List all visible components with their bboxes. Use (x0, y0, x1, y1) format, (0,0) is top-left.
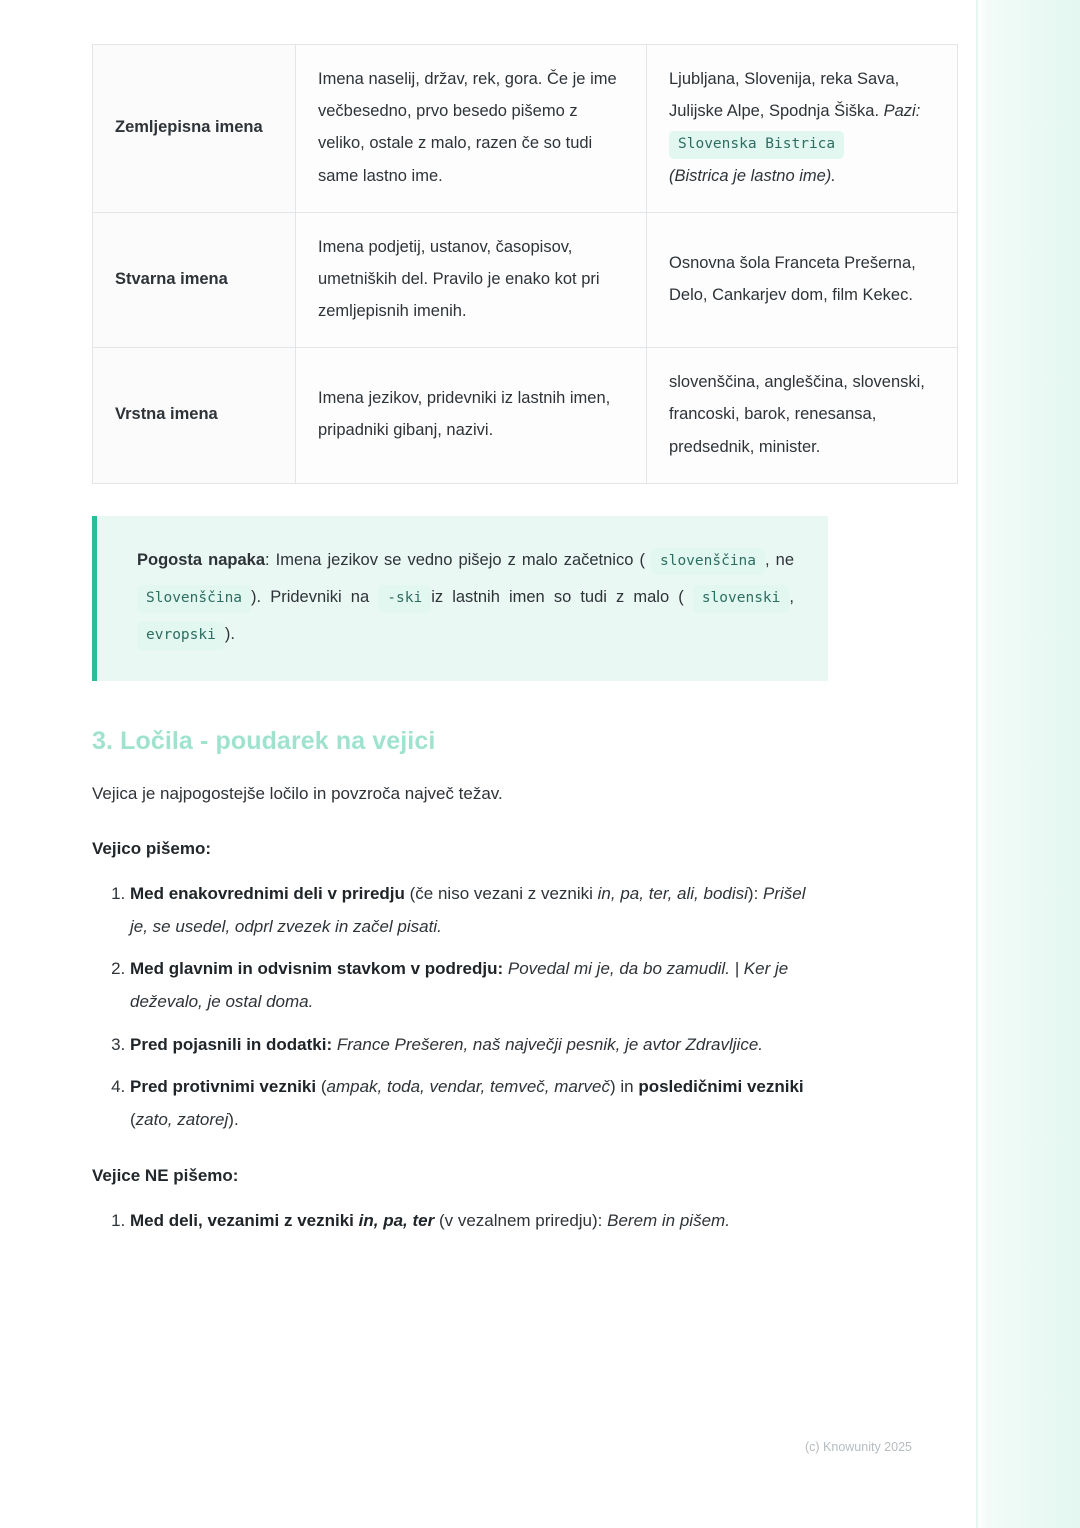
lead-nowrite: Vejice NE pišemo: (92, 1165, 239, 1185)
item-bold: Med deli, vezanimi z vezniki (130, 1210, 359, 1230)
section-heading: 3. Ločila - poudarek na vejici (92, 727, 436, 756)
item-italic: Povedal mi je, da bo zamudil. | Ker je deževalo, je ostal doma. (130, 959, 789, 1012)
item-italic: France Prešeren, naš največji pesnik, je avtor Zdravljice. (336, 1034, 764, 1054)
item-bold: Med enakovrednimi deli v priredju (130, 883, 405, 903)
callout-text-5: , (789, 587, 794, 606)
callout-text-3: ). Pridevniki na (251, 587, 370, 606)
section-intro: Vejica je najpogostejše ločilo in povzroča največ težav. (92, 784, 503, 804)
lead-write: Vejico pišemo: (92, 838, 212, 858)
table-row (93, 348, 958, 484)
list-item (130, 1028, 828, 1061)
callout-text-6: ). (224, 624, 235, 643)
row-name: Vrstna imena (93, 348, 296, 484)
strip-divider (976, 0, 978, 1528)
example-code-token: Slovenska Bistrica (669, 131, 844, 159)
item-bold: Pred protivnimi vezniki (130, 1076, 317, 1096)
list-item (130, 952, 828, 1018)
item-italic: Berem in pišem. (607, 1210, 730, 1230)
callout-code-3: -ski (378, 585, 431, 613)
document-content (92, 44, 925, 1246)
list-item (130, 1070, 828, 1136)
row-examples (647, 45, 958, 213)
item-text: ( (316, 1076, 327, 1096)
callout-code-5: evropski (137, 622, 225, 650)
common-mistake-callout (92, 516, 828, 681)
row-name: Zemljepisna imena (93, 45, 296, 213)
write-rules-list (92, 877, 828, 1136)
table-row (93, 45, 958, 213)
row-rule: Imena naselij, držav, rek, gora. Če je ime večbesedno, prvo besedo pišemo z veliko, ostale z malo, razen če so tudi same lastno ime. (296, 45, 647, 213)
item-bold-italic: in, pa, ter (358, 1210, 435, 1230)
list-item (130, 1204, 828, 1237)
row-name: Stvarna imena (93, 212, 296, 348)
examples-text: Ljubljana, Slovenija, reka Sava, Julijske Alpe, Spodnja Šiška. (669, 70, 900, 121)
row-examples: Osnovna šola Franceta Prešerna, Delo, Cankarjev dom, film Kekec. (647, 212, 958, 348)
item-italic-2: zato, zatorej (135, 1109, 229, 1129)
item-bold: Pred pojasnili in dodatki: (130, 1034, 333, 1054)
item-text: (v vezalnem priredju): (434, 1210, 608, 1230)
item-italic: ampak, toda, vendar, temveč, marveč (326, 1076, 610, 1096)
callout-text-2: , ne (765, 550, 794, 569)
item-text-4: ). (228, 1109, 239, 1129)
row-rule: Imena podjetij, ustanov, časopisov, umetniških del. Pravilo je enako kot pri zemljepisnih imenih. (296, 212, 647, 348)
item-text-2: ): (747, 883, 764, 903)
list-item (130, 877, 828, 943)
examples-post: (Bistrica je lastno ime). (669, 166, 836, 185)
item-text-3: ( (130, 1109, 136, 1129)
rules-table (92, 44, 958, 484)
callout-text-1: : Imena jezikov se vedno pišejo z malo začetnico ( (265, 550, 645, 569)
callout-text-4: iz lastnih imen so tudi z malo ( (431, 587, 684, 606)
row-examples: slovenščina, angleščina, slovenski, francoski, barok, renesansa, predsednik, minister. (647, 348, 958, 484)
item-italic-2: Prišel je, se usedel, odprl zvezek in začel pisati. (130, 883, 806, 937)
page-footer: (c) Knowunity 2025 (804, 1440, 912, 1454)
callout-label: Pogosta napaka (137, 550, 265, 569)
decorative-right-strip (976, 0, 1080, 1528)
callout-code-1: slovenščina (651, 548, 765, 576)
item-text-2: ) in (609, 1076, 639, 1096)
examples-note: Pazi: (883, 102, 921, 121)
table-row (93, 212, 958, 348)
callout-code-2: Slovenščina (137, 585, 251, 613)
item-bold-2: posledičnimi vezniki (638, 1076, 804, 1096)
item-italic: in, pa, ter, ali, bodisi (597, 883, 748, 903)
item-text: (če niso vezani z vezniki (404, 883, 598, 903)
callout-code-4: slovenski (693, 585, 790, 613)
nowrite-rules-list (92, 1204, 828, 1237)
row-rule: Imena jezikov, pridevniki iz lastnih imen, pripadniki gibanj, nazivi. (296, 348, 647, 484)
item-bold: Med glavnim in odvisnim stavkom v podredju: (130, 959, 504, 979)
